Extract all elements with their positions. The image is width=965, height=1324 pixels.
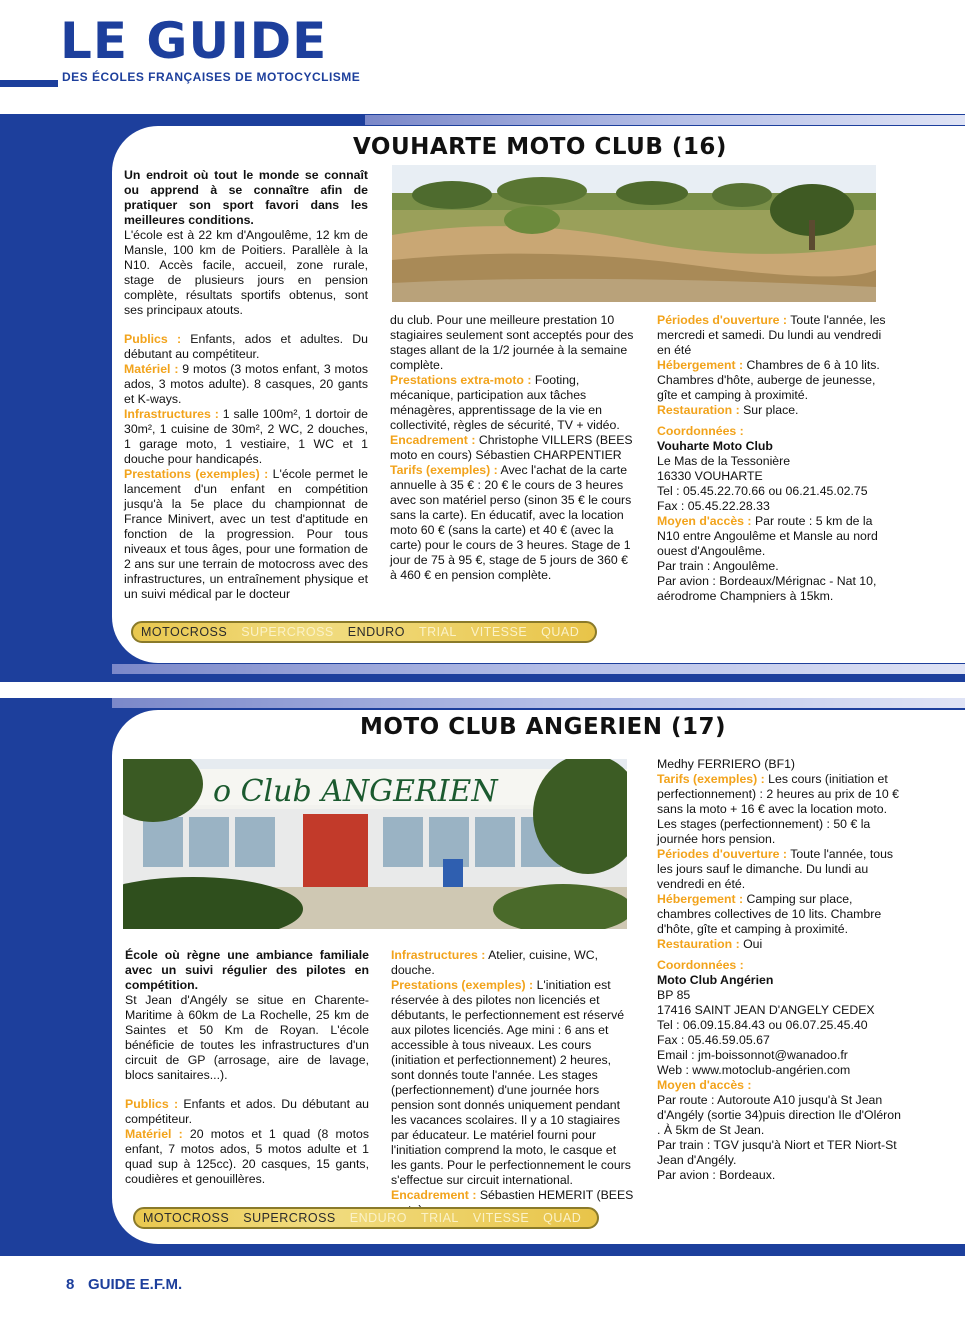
club1-coordonnees-label: Coordonnées : bbox=[657, 424, 744, 438]
club1-coord-name: Vouharte Moto Club bbox=[657, 439, 773, 453]
discipline-quad: QUAD bbox=[541, 625, 580, 639]
club2-column-1 bbox=[125, 948, 369, 1187]
club1-bottom-strip bbox=[112, 664, 965, 674]
club1-track-photo bbox=[392, 165, 876, 302]
club1-column-2 bbox=[390, 313, 634, 583]
club2-coord-line: Web : www.motoclub-angérien.com bbox=[657, 1063, 851, 1077]
club1-hebergement: Hébergement : Chambres de 6 à 10 lits. Chambres d'hôte, auberge de jeunesse, gîte et camping à proximité. bbox=[657, 358, 880, 402]
club1-discipline-bar bbox=[131, 621, 597, 643]
club1-restauration: Restauration : Sur place. bbox=[657, 403, 799, 417]
club1-publics: Publics : Enfants, ados et adultes. Du débutant au compétiteur. bbox=[124, 332, 369, 361]
discipline-enduro: ENDURO bbox=[347, 625, 405, 639]
club2-coord-line: BP 85 bbox=[657, 988, 691, 1002]
club2-title-strip bbox=[112, 698, 965, 708]
club1-coord-line: Le Mas de la Tessonière bbox=[657, 454, 791, 468]
discipline-vitesse: VITESSE bbox=[470, 625, 528, 639]
club1-title-strip bbox=[365, 115, 965, 125]
club2-acces-line: Par train : TGV jusqu'à Niort et TER Niort-St Jean d'Angély. bbox=[657, 1138, 897, 1167]
club1-infrastructures: Infrastructures : 1 salle 100m², 1 dortoir de 30m², 1 cuisine de 30m², 2 WC, 2 douches, 1 garage moto, 1 vestiaire, 1 WC et 1 douche pour handicapés. bbox=[124, 407, 368, 466]
club1-acces-line: Par avion : Bordeaux/Mérignac - Nat 10, aérodrome Champniers à 15km. bbox=[657, 574, 877, 603]
club1-intro: Un endroit où tout le monde se connaît ou apprend à se connaître afin de pratiquer son sport favori dans les meilleures conditions. bbox=[124, 168, 368, 227]
club2-coord-name: Moto Club Angérien bbox=[657, 973, 774, 987]
club1-coord-line: Tel : 05.45.22.70.66 ou 06.21.45.02.75 bbox=[657, 484, 868, 498]
discipline-enduro: ENDURO bbox=[349, 1211, 407, 1225]
publication-name: GUIDE E.F.M. bbox=[88, 1276, 183, 1293]
club2-hebergement: Hébergement : Camping sur place, chambres collectives de 10 lits. Chambre d'hôte, gîte et camping à proximité. bbox=[657, 892, 882, 936]
club1-coord-line: 16330 VOUHARTE bbox=[657, 469, 763, 483]
club2-publics: Publics : Enfants et ados. Du débutant au compétiteur. bbox=[125, 1097, 369, 1126]
club2-coordonnees-label: Coordonnées : bbox=[657, 958, 744, 972]
club2-restauration: Restauration : Oui bbox=[657, 937, 763, 951]
club1-materiel: Matériel : 9 motos (3 motos enfant, 3 motos ados, 3 motos adulte). 8 casques, 20 gants et K-ways. bbox=[124, 362, 368, 406]
club1-column-1 bbox=[124, 168, 368, 602]
club2-clubhouse-photo bbox=[123, 759, 627, 929]
club2-encadrement: Encadrement : Sébastien HEMERIT (BEES bbox=[391, 1188, 634, 1202]
club2-coord-line: Email : jm-boissonnot@wanadoo.fr bbox=[657, 1048, 848, 1062]
club2-coord-line: 17416 SAINT JEAN D'ANGELY CEDEX bbox=[657, 1003, 875, 1017]
club1-title: VOUHARTE MOTO CLUB (16) bbox=[353, 134, 727, 160]
club1-periodes: Périodes d'ouverture : Toute l'année, les mercredi et samedi. Du lundi au vendredi en été bbox=[657, 313, 886, 357]
discipline-quad: QUAD bbox=[543, 1211, 582, 1225]
discipline-trial: TRIAL bbox=[420, 1211, 459, 1225]
club2-description: St Jean d'Angély se situe en Charente-Maritime à 60km de La Rochelle, 25 km de Saintes et 50 Km de Royan. L'école bénéficie de toutes les infrastructures d'un circuit de GP (arrosage, aire de lavage, blocs sanitaires...). bbox=[125, 993, 369, 1082]
club2-discipline-bar bbox=[133, 1207, 599, 1229]
club2-periodes: Périodes d'ouverture : Toute l'année, tous les jours sauf le dimanche. Du lundi au vendredi en été. bbox=[657, 847, 894, 891]
discipline-trial: TRIAL bbox=[418, 625, 457, 639]
page-number: 8 bbox=[66, 1276, 75, 1293]
club2-building-sign: o Club ANGERIEN bbox=[213, 774, 498, 809]
club1-extra: Prestations extra-moto : Footing, mécanique, participation aux tâches ménagères, apprentissage de la vie en collectivité, règles de sécurité, TV + vidéo. bbox=[390, 373, 620, 432]
discipline-motocross: MOTOCROSS bbox=[143, 1211, 230, 1225]
club2-prestations: Prestations (exemples) : L'initiation est réservée à des pilotes non licenciés et débutants, le perfectionnement est réservé aux pilotes licenciés. Age mini : 6 ans et accessible à tous niveaux. Les cours (initiation et perfectionnement) 2 heures, sont donnés toute l'année. Les stages (perfectionnement) d'une journée hors pension sont donnés uniquement pendant les vacances scolaires. Il y a 10 stagiaires par éducateur. Le matériel fourni pour l'initiation comprend la moto, le casque et les gants. Pour le perfectionnement le cours s'effectue sur circuit international. bbox=[391, 978, 631, 1187]
club1-acces-line: Par train : Angoulême. bbox=[657, 559, 779, 573]
discipline-vitesse: VITESSE bbox=[472, 1211, 530, 1225]
club1-tarifs: Tarifs (exemples) : Avec l'achat de la carte annuelle à 35 € : 20 € le cours de 3 heures avec son matériel perso (sinon 35 € le cours sans la carte). En éducatif, avec la location moto 60 € (sans la carte) et 40 € (avec la carte) pour le cours de 3 heures. Stage de 1 jour de 75 à 95 €, stage de 5 jours de 360 € à 460 € en pension complète. bbox=[390, 463, 632, 582]
club2-acces: Par route : Autoroute A10 jusqu'à St Jean d'Angély (sortie 34)puis direction Ile d'Oléron . À 5km de St Jean. bbox=[657, 1093, 901, 1137]
club1-coord-line: Fax : 05.45.22.28.33 bbox=[657, 499, 770, 513]
page-subtitle: DES ÉCOLES FRANÇAISES DE MOTOCYCLISME bbox=[62, 70, 361, 84]
club2-coord-line: Tel : 06.09.15.84.43 ou 06.07.25.45.40 bbox=[657, 1018, 868, 1032]
club1-column-3 bbox=[657, 313, 893, 604]
discipline-motocross: MOTOCROSS bbox=[141, 625, 228, 639]
club2-column-2 bbox=[391, 948, 635, 1218]
club1-prestations-cont: du club. Pour une meilleure prestation 10 stagiaires seulement sont acceptés pour des stages allant de la 1/2 journée à la semaine complète. bbox=[390, 313, 634, 372]
page-title: LE GUIDE bbox=[60, 12, 328, 70]
club2-column-3 bbox=[657, 757, 903, 1183]
club2-coord-line: Fax : 05.46.59.05.67 bbox=[657, 1033, 770, 1047]
discipline-supercross: SUPERCROSS bbox=[241, 625, 334, 639]
club2-acces-label: Moyen d'accès : bbox=[657, 1078, 752, 1092]
club1-acces: Moyen d'accès : Par route : 5 km de la N10 entre Angoulême et Mansle au nord ouest d'Angoulême. bbox=[657, 514, 878, 558]
club2-encadrement-cont: Medhy FERRIERO (BF1) bbox=[657, 757, 796, 771]
discipline-supercross: SUPERCROSS bbox=[243, 1211, 336, 1225]
club2-tarifs: Tarifs (exemples) : Les cours (initiation et perfectionnement) : 2 heures au prix de 10 € sans la moto + 16 € avec la location moto. Les stages (perfectionnement) : 50 € la journée hors pension. bbox=[657, 772, 899, 846]
title-underline bbox=[0, 80, 58, 87]
club1-encadrement: Encadrement : Christophe VILLERS (BEES moto en cours) Sébastien CHARPENTIER bbox=[390, 433, 633, 462]
club2-acces-line: Par avion : Bordeaux. bbox=[657, 1168, 776, 1182]
club2-infrastructures: Infrastructures : Atelier, cuisine, WC, douche. bbox=[391, 948, 599, 977]
club2-intro: École où règne une ambiance familiale avec un suivi régulier des pilotes en compétition. bbox=[125, 948, 369, 992]
club1-prestations: Prestations (exemples) : L'école permet le lancement d'un enfant en compétition jusqu'à la 5e place du championnat de France Minivert, avec un test d'aptitude en fonction de la progression. Pour tous niveaux et tous âges, pour une formation de 2 ans sur une terrain de motocross avec des infrastructures, un entraînement physique et un suivi médical par le docteur bbox=[124, 467, 368, 601]
club2-materiel: Matériel : 20 motos et 1 quad (8 motos enfant, 7 motos ados, 5 motos adulte et 1 quad sup à 125cc). 20 casques, 15 gants, coudières et genouillères. bbox=[125, 1127, 369, 1186]
club1-description: L'école est à 22 km d'Angoulême, 12 km de Mansle, 100 km de Poitiers. Parallèle à la N10. Accès facile, accueil, zone rurale, stage de plusieurs jours en pension complète, résultats sportifs obtenus, sont ses principaux atouts. bbox=[124, 228, 368, 317]
club2-title: MOTO CLUB ANGERIEN (17) bbox=[360, 714, 727, 740]
